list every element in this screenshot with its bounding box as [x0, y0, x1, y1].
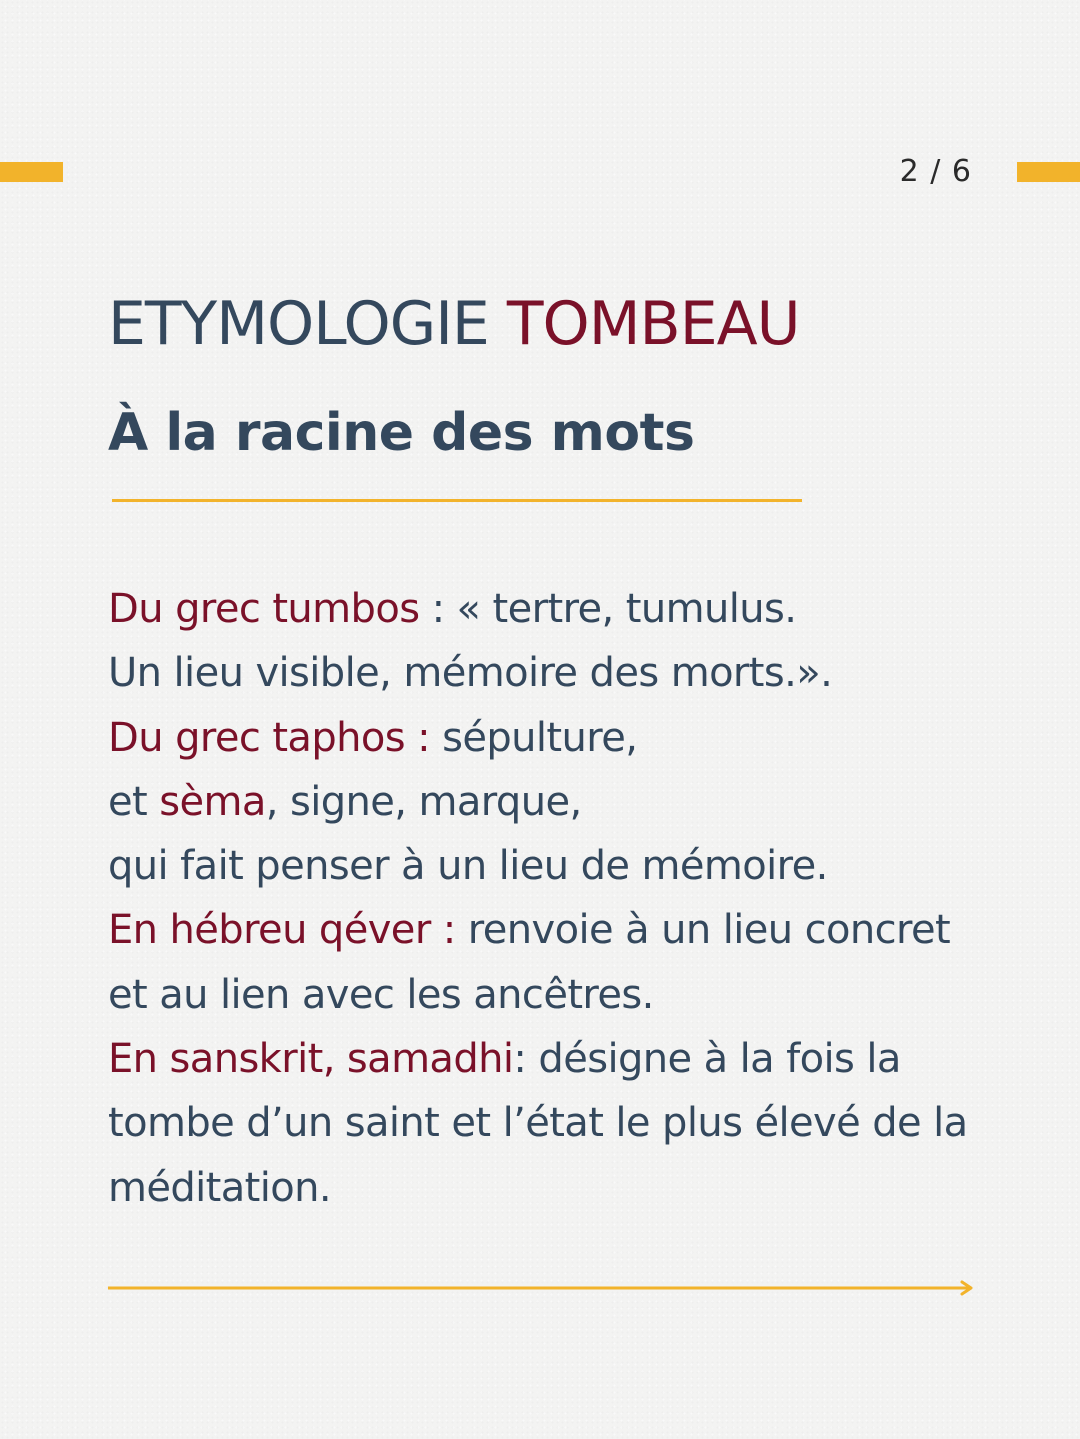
left-accent-bar	[0, 162, 63, 182]
line-text: renvoie à un lieu concret	[455, 907, 951, 954]
title-part-tombeau: TOMBEAU	[506, 289, 800, 359]
text-line: tombe d’un saint et l’état le plus élevé de la	[108, 1100, 968, 1147]
text-line	[108, 770, 1008, 834]
text-line: qui fait penser à un lieu de mémoire.	[108, 843, 828, 890]
highlight-term: En sanskrit, samadhi	[108, 1036, 514, 1083]
right-accent-bar	[1017, 162, 1080, 182]
line-text: : « tertre, tumulus.	[419, 586, 797, 632]
line-text: sépulture,	[429, 714, 638, 761]
line-text: et	[108, 778, 160, 825]
line-text: : désigne à la fois la	[513, 1036, 901, 1083]
text-line: et au lien avec les ancêtres.	[108, 971, 654, 1018]
title-divider	[112, 499, 802, 502]
line-text: , signe, marque,	[265, 778, 582, 825]
text-line: Un lieu visible, mémoire des morts.».	[108, 650, 833, 697]
text-line	[108, 1027, 1008, 1091]
text-line: méditation.	[108, 1164, 332, 1211]
highlight-term: Du grec tumbos	[108, 586, 420, 632]
arrow-right-icon[interactable]	[108, 1280, 974, 1296]
highlight-term: En hébreu qéver :	[108, 907, 456, 954]
highlight-term: Du grec taphos :	[108, 714, 430, 761]
page-subtitle: À la racine des mots	[108, 403, 695, 463]
etymology-text	[108, 577, 1008, 1220]
text-line	[108, 898, 1008, 962]
title-part-etymologie: ETYMOLOGIE	[108, 289, 489, 359]
text-line	[108, 577, 1008, 641]
page-indicator: 2 / 6	[899, 154, 972, 189]
highlight-term: sèma	[159, 778, 266, 825]
text-line	[108, 706, 1008, 770]
page-title	[108, 288, 800, 360]
